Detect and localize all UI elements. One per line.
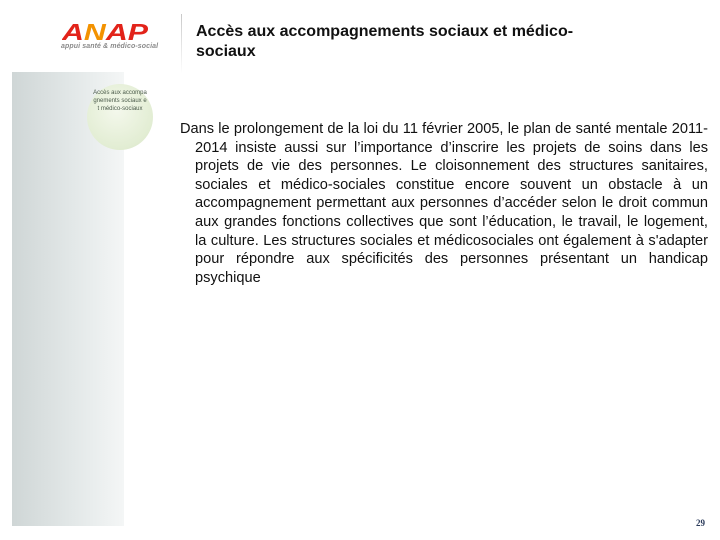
header-divider bbox=[181, 14, 182, 74]
logo-tagline: appui santé & médico-social bbox=[61, 43, 159, 50]
section-badge bbox=[87, 84, 153, 150]
section-badge-label: Accès aux accompagnements sociaux et médico-sociaux bbox=[93, 90, 147, 112]
anap-logo-mark bbox=[62, 20, 156, 44]
body-paragraph-text: Dans le prolongement de la loi du 11 février 2005, le plan de santé mentale 2011-2014 insiste aussi sur l’importance d’inscrire les projets de soins dans les projets de vie des personnes. Le cloisonnement des structures sanitaires, sociales et médico-sociales constitue encore souvent un obstacle à un accompagnement permettant aux personnes d’accéder selon le droit commun aux grandes fonctions collectives que sont l’éducation, le travail, le logement, la culture. Les structures sociales et médicosociales ont également à s'adapter pour répondre aux spécificités des personnes présentant un handicap psychique bbox=[180, 121, 708, 286]
page-number: 29 bbox=[696, 518, 705, 528]
page-title: Accès aux accompagnements sociaux et médico-sociaux bbox=[196, 23, 574, 60]
body-paragraph bbox=[180, 120, 708, 287]
logo-text: A N A P bbox=[62, 20, 144, 44]
